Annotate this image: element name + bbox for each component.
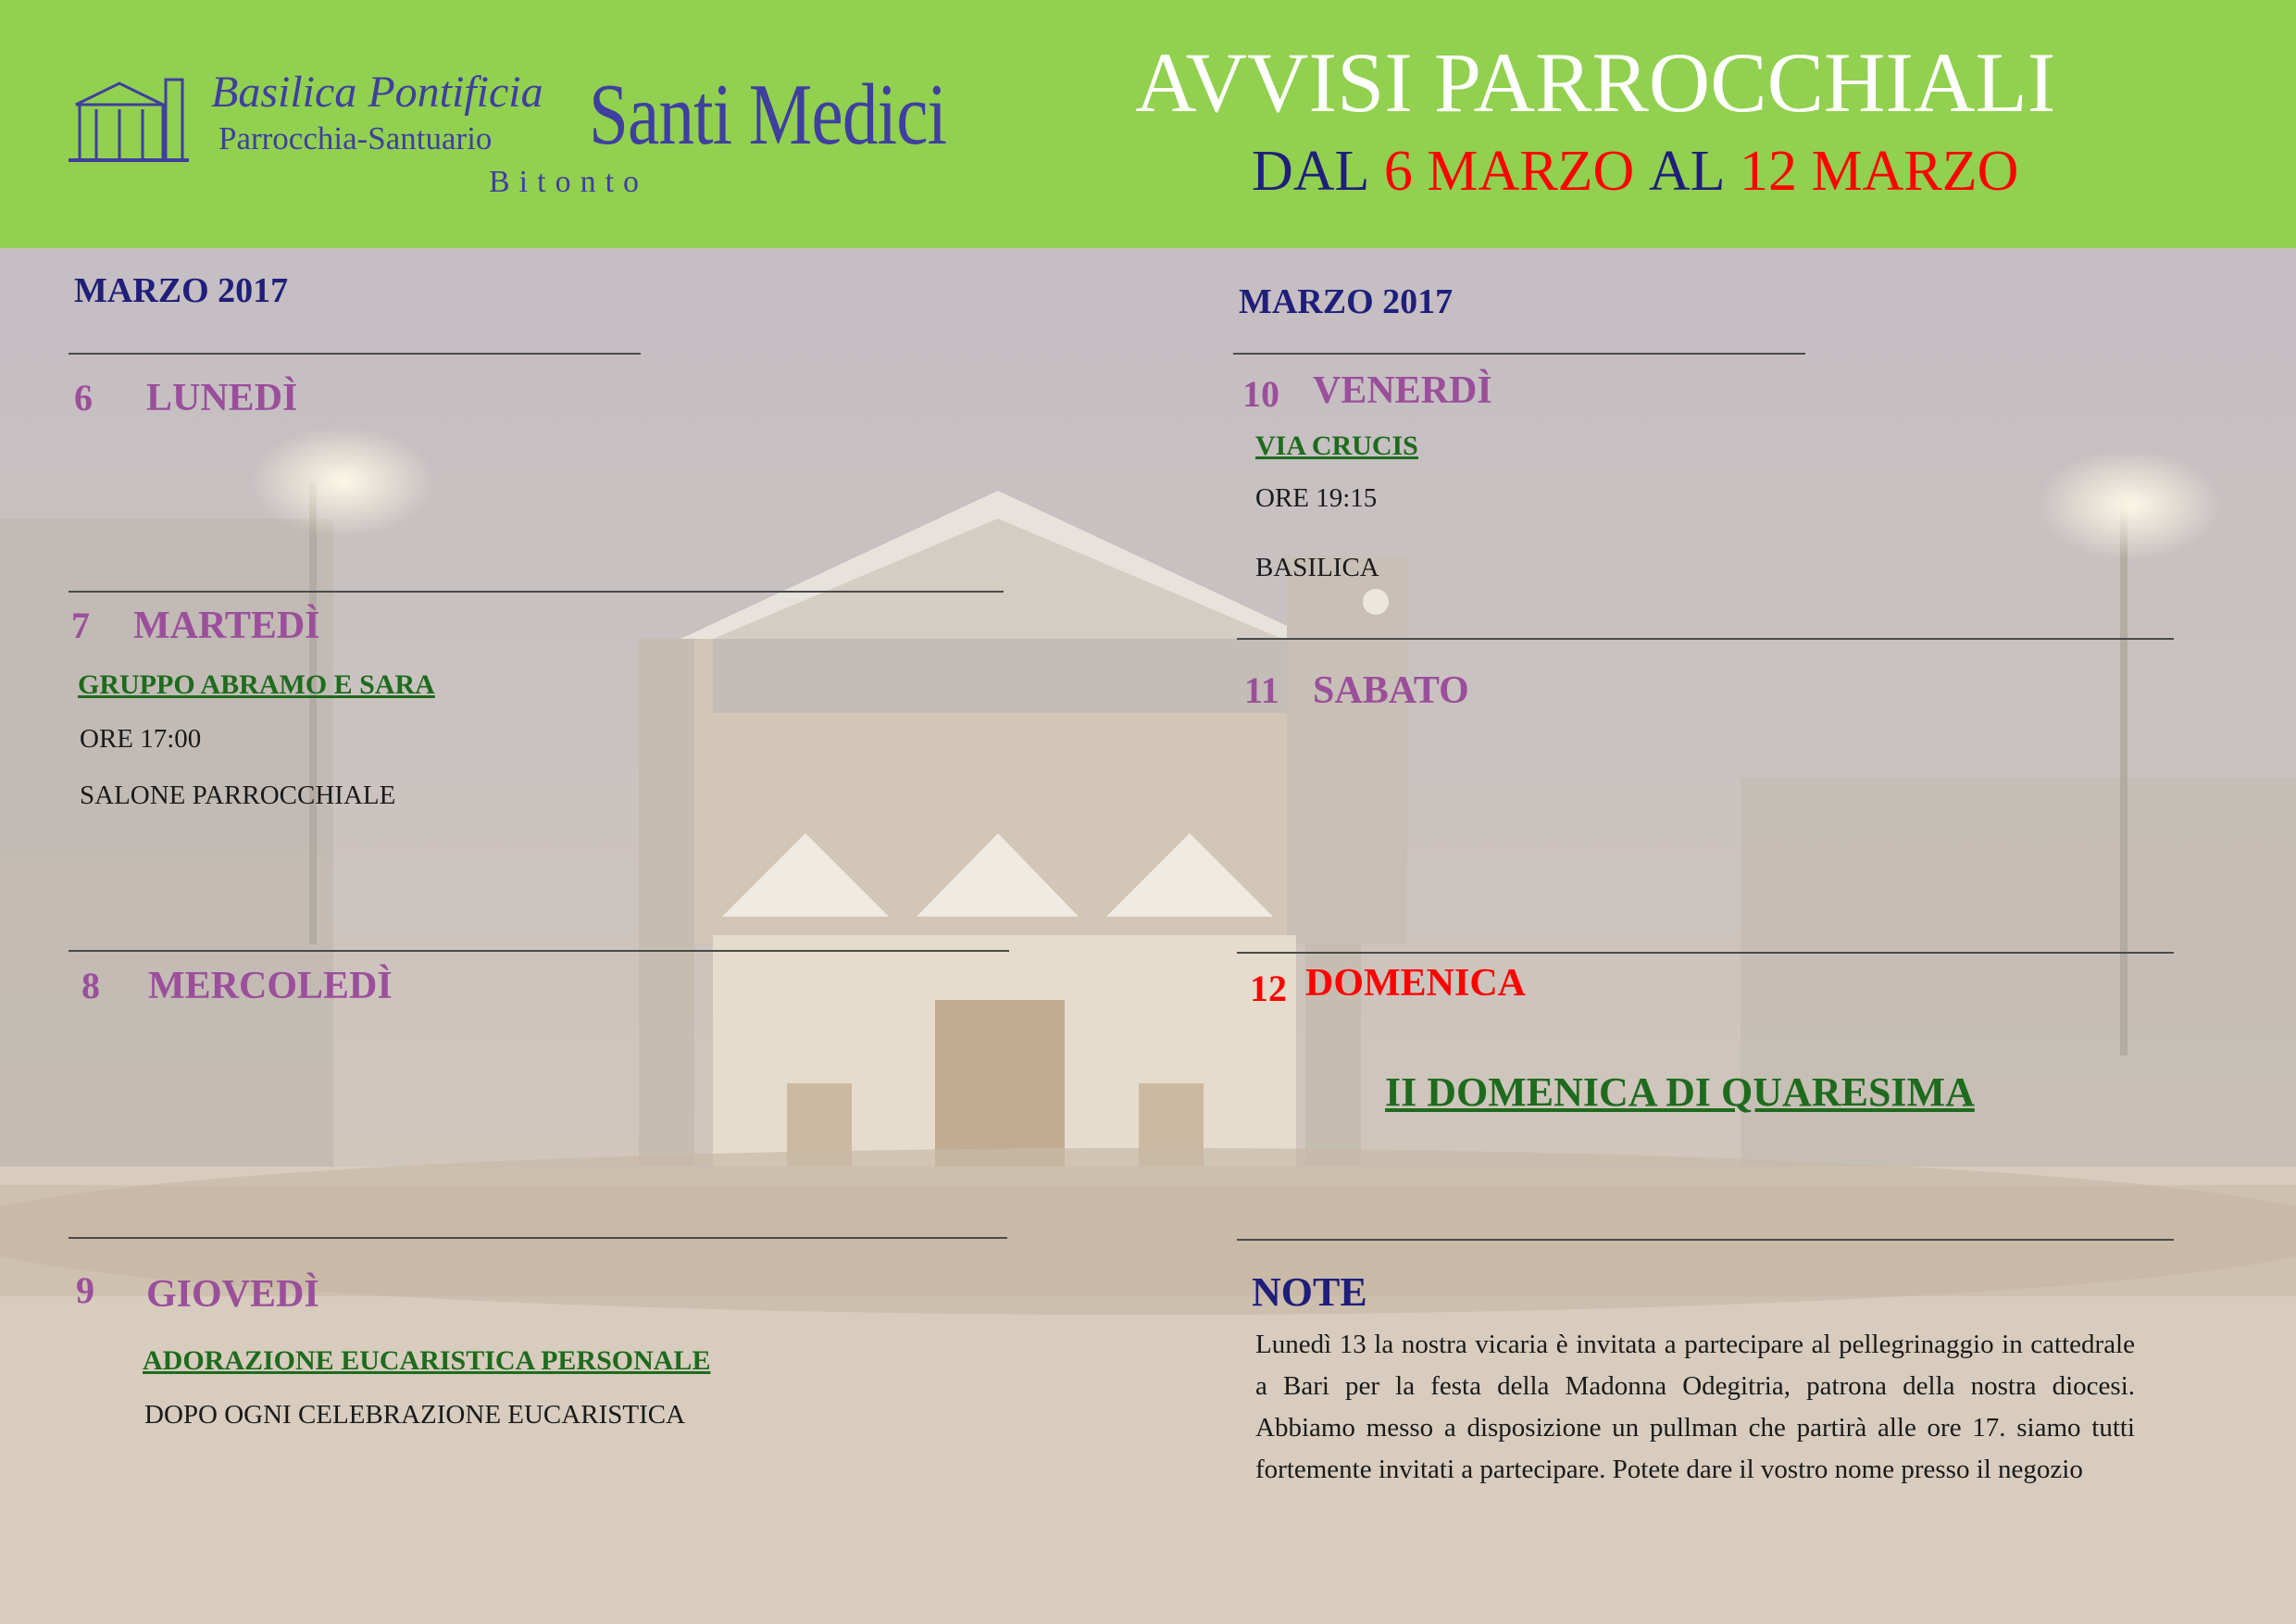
day-name: GIOVEDÌ [146,1273,319,1316]
logo-name-text: Santi Medici [589,67,947,163]
day-name: LUNEDÌ [146,377,298,419]
divider [1237,638,2174,640]
date-range-subtitle: DAL 6 MARZO AL 12 MARZO [1252,140,2019,203]
event-time: ORE 19:15 [1255,483,1378,513]
divider [69,950,1009,952]
notes-heading: NOTE [1252,1269,1367,1315]
event-title: VIA CRUCIS [1255,431,1418,461]
day-number: 7 [71,605,90,646]
divider [1237,952,2174,954]
day-name: DOMENICA [1305,962,1526,1005]
day-number: 10 [1242,373,1279,415]
day-name: VENERDÌ [1313,369,1492,412]
day-number: 9 [76,1269,94,1311]
divider [1237,1239,2174,1241]
day-name: MERCOLEDÌ [148,965,393,1007]
event-title: ADORAZIONE EUCARISTICA PERSONALE [143,1345,711,1376]
event-time: ORE 17:00 [80,724,202,754]
divider [1233,353,1805,355]
notes-text: Lunedì 13 la nostra vicaria è invitata a partecipare al pellegrinaggio in cattedrale a Bari per la festa della Madonna Odegitria, patrona della nostra diocesi. Abbiamo messo a disposizione un pullman che partirà alle ore 17. siamo tutti fortemente invitati a partecipare. Potete dare il vostro nome presso il negozio [1255,1330,2135,1484]
divider [69,1237,1007,1239]
month-label-right: MARZO 2017 [1239,282,1454,321]
logo-city-text: Bitonto [489,165,649,199]
event-title: GRUPPO ABRAMO E SARA [78,669,435,700]
logo-script-text: Basilica Pontificia [211,68,543,117]
event-place: SALONE PARROCCHIALE [80,781,396,810]
day-number: 8 [81,965,100,1006]
divider [69,591,1004,593]
logo-sub-text: Parrocchia-Santuario [218,120,493,156]
event-place: BASILICA [1255,553,1379,582]
event-title: II DOMENICA DI QUARESIMA [1385,1069,1975,1115]
page-title: AVVISI PARROCCHIALI [1135,35,2056,130]
divider [69,353,641,355]
day-number: 11 [1244,669,1279,711]
month-label-left: MARZO 2017 [74,271,289,310]
day-name: SABATO [1313,669,1469,712]
event-detail: DOPO OGNI CELEBRAZIONE EUCARISTICA [144,1400,686,1430]
day-number: 6 [74,377,93,418]
day-number: 12 [1250,968,1287,1009]
day-name: MARTEDÌ [133,605,320,647]
